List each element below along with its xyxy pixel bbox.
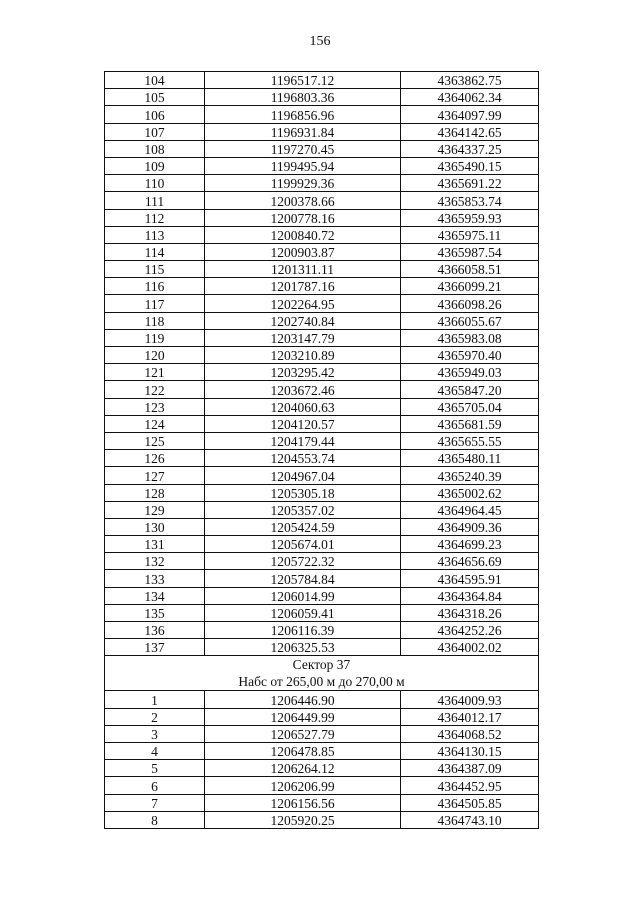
- point-number: 6: [105, 777, 205, 794]
- point-number: 134: [105, 587, 205, 604]
- point-number: 5: [105, 760, 205, 777]
- coordinate-y: 4364097.99: [401, 106, 539, 123]
- coordinate-x: 1203672.46: [205, 381, 401, 398]
- table-row: [105, 157, 539, 174]
- table-row: [105, 192, 539, 209]
- coordinate-y: 4365681.59: [401, 415, 539, 432]
- sector-subtitle: Набс от 265,00 м до 270,00 м: [238, 674, 405, 690]
- table-row: [105, 742, 539, 759]
- coordinate-x: 1206156.56: [205, 794, 401, 811]
- coordinate-x: 1205305.18: [205, 484, 401, 501]
- coordinate-y: 4364318.26: [401, 604, 539, 621]
- coordinate-y: 4364964.45: [401, 501, 539, 518]
- coordinate-x: 1206527.79: [205, 725, 401, 742]
- table-row: [105, 312, 539, 329]
- point-number: 126: [105, 450, 205, 467]
- table-row: [105, 639, 539, 656]
- table-body-bottom: [105, 691, 539, 829]
- coordinate-y: 4365959.93: [401, 209, 539, 226]
- table-row: [105, 777, 539, 794]
- point-number: 125: [105, 432, 205, 449]
- table-row: [105, 794, 539, 811]
- coordinate-x: 1197270.45: [205, 140, 401, 157]
- point-number: 7: [105, 794, 205, 811]
- table-row: [105, 140, 539, 157]
- table-row: [105, 89, 539, 106]
- table-row: [105, 123, 539, 140]
- point-number: 128: [105, 484, 205, 501]
- coordinate-x: 1204553.74: [205, 450, 401, 467]
- point-number: 104: [105, 72, 205, 89]
- coordinate-x: 1196856.96: [205, 106, 401, 123]
- coordinate-y: 4366099.21: [401, 278, 539, 295]
- coordinate-y: 4365975.11: [401, 226, 539, 243]
- coordinate-x: 1205674.01: [205, 536, 401, 553]
- point-number: 106: [105, 106, 205, 123]
- point-number: 130: [105, 518, 205, 535]
- coordinate-y: 4366058.51: [401, 261, 539, 278]
- coordinate-x: 1199929.36: [205, 175, 401, 192]
- point-number: 127: [105, 467, 205, 484]
- coordinate-x: 1200378.66: [205, 192, 401, 209]
- coordinate-y: 4365949.03: [401, 364, 539, 381]
- coordinate-x: 1203210.89: [205, 347, 401, 364]
- table-row: [105, 295, 539, 312]
- coordinate-x: 1206325.53: [205, 639, 401, 656]
- coordinate-y: 4364142.65: [401, 123, 539, 140]
- coordinate-y: 4364387.09: [401, 760, 539, 777]
- coordinate-x: 1206206.99: [205, 777, 401, 794]
- point-number: 111: [105, 192, 205, 209]
- coordinate-x: 1196931.84: [205, 123, 401, 140]
- coordinate-y: 4365240.39: [401, 467, 539, 484]
- table-body-top: [105, 72, 539, 656]
- point-number: 1: [105, 691, 205, 708]
- coordinate-x: 1204179.44: [205, 432, 401, 449]
- point-number: 131: [105, 536, 205, 553]
- table-row: [105, 604, 539, 621]
- coordinate-x: 1203295.42: [205, 364, 401, 381]
- coordinate-x: 1202264.95: [205, 295, 401, 312]
- point-number: 2: [105, 708, 205, 725]
- point-number: 119: [105, 329, 205, 346]
- coordinate-x: 1206116.39: [205, 622, 401, 639]
- table-row: [105, 553, 539, 570]
- point-number: 123: [105, 398, 205, 415]
- table-row: [105, 450, 539, 467]
- coordinate-x: 1205784.84: [205, 570, 401, 587]
- coordinate-y: 4363862.75: [401, 72, 539, 89]
- coordinate-x: 1200778.16: [205, 209, 401, 226]
- table-row: [105, 518, 539, 535]
- point-number: 114: [105, 243, 205, 260]
- coordinate-y: 4365490.15: [401, 157, 539, 174]
- table-row: [105, 570, 539, 587]
- point-number: 3: [105, 725, 205, 742]
- coordinate-y: 4364337.25: [401, 140, 539, 157]
- coordinate-x: 1205920.25: [205, 811, 401, 828]
- table-row: [105, 175, 539, 192]
- coordinate-y: 4364062.34: [401, 89, 539, 106]
- point-number: 108: [105, 140, 205, 157]
- coordinate-y: 4365480.11: [401, 450, 539, 467]
- coordinate-x: 1204967.04: [205, 467, 401, 484]
- table-row: [105, 760, 539, 777]
- coordinate-x: 1205424.59: [205, 518, 401, 535]
- coordinate-x: 1196517.12: [205, 72, 401, 89]
- coordinate-x: 1206264.12: [205, 760, 401, 777]
- coordinate-y: 4365655.55: [401, 432, 539, 449]
- coordinate-y: 4364002.02: [401, 639, 539, 656]
- table-row: [105, 364, 539, 381]
- table-row: [105, 243, 539, 260]
- coordinate-y: 4364364.84: [401, 587, 539, 604]
- coordinate-x: 1205357.02: [205, 501, 401, 518]
- coordinate-y: 4364130.15: [401, 742, 539, 759]
- coordinate-y: 4366055.67: [401, 312, 539, 329]
- table-row: [105, 484, 539, 501]
- coordinate-y: 4365847.20: [401, 381, 539, 398]
- coordinate-y: 4364656.69: [401, 553, 539, 570]
- table-row: [105, 278, 539, 295]
- coordinate-x: 1204060.63: [205, 398, 401, 415]
- table-row: [105, 209, 539, 226]
- point-number: 110: [105, 175, 205, 192]
- coordinate-y: 4365983.08: [401, 329, 539, 346]
- coordinate-x: 1202740.84: [205, 312, 401, 329]
- coordinate-x: 1199495.94: [205, 157, 401, 174]
- coordinate-x: 1206014.99: [205, 587, 401, 604]
- coordinate-x: 1200903.87: [205, 243, 401, 260]
- coordinate-x: 1204120.57: [205, 415, 401, 432]
- table-row: [105, 587, 539, 604]
- table-row: [105, 72, 539, 89]
- table-row: [105, 381, 539, 398]
- point-number: 136: [105, 622, 205, 639]
- coordinate-x: 1201787.16: [205, 278, 401, 295]
- table-row: [105, 467, 539, 484]
- point-number: 124: [105, 415, 205, 432]
- coordinate-y: 4365987.54: [401, 243, 539, 260]
- coordinate-x: 1206449.99: [205, 708, 401, 725]
- coordinates-table: [104, 71, 539, 829]
- point-number: 132: [105, 553, 205, 570]
- point-number: 8: [105, 811, 205, 828]
- point-number: 137: [105, 639, 205, 656]
- coordinate-y: 4365705.04: [401, 398, 539, 415]
- table-row: [105, 415, 539, 432]
- coordinate-y: 4364012.17: [401, 708, 539, 725]
- coordinate-x: 1206059.41: [205, 604, 401, 621]
- point-number: 105: [105, 89, 205, 106]
- coordinate-y: 4364909.36: [401, 518, 539, 535]
- coordinate-y: 4365853.74: [401, 192, 539, 209]
- point-number: 107: [105, 123, 205, 140]
- coordinate-x: 1200840.72: [205, 226, 401, 243]
- point-number: 116: [105, 278, 205, 295]
- table-row: [105, 226, 539, 243]
- coordinate-y: 4366098.26: [401, 295, 539, 312]
- sector-title: Сектор 37: [292, 657, 351, 673]
- table-row: [105, 622, 539, 639]
- sector-header-row: [105, 656, 539, 691]
- coordinate-y: 4365691.22: [401, 175, 539, 192]
- sector-header-cell: [105, 656, 539, 691]
- point-number: 4: [105, 742, 205, 759]
- coordinate-y: 4364452.95: [401, 777, 539, 794]
- coordinate-x: 1206478.85: [205, 742, 401, 759]
- page-number: 156: [309, 34, 331, 49]
- point-number: 133: [105, 570, 205, 587]
- table-row: [105, 708, 539, 725]
- table-row: [105, 261, 539, 278]
- coordinate-x: 1196803.36: [205, 89, 401, 106]
- sector-header-body: [105, 656, 539, 691]
- coordinate-y: 4364252.26: [401, 622, 539, 639]
- coordinate-y: 4364743.10: [401, 811, 539, 828]
- table-row: [105, 398, 539, 415]
- coordinate-y: 4364505.85: [401, 794, 539, 811]
- point-number: 121: [105, 364, 205, 381]
- point-number: 129: [105, 501, 205, 518]
- table-row: [105, 432, 539, 449]
- point-number: 115: [105, 261, 205, 278]
- coordinate-y: 4364068.52: [401, 725, 539, 742]
- point-number: 117: [105, 295, 205, 312]
- point-number: 118: [105, 312, 205, 329]
- coordinate-y: 4364595.91: [401, 570, 539, 587]
- coordinate-y: 4364699.23: [401, 536, 539, 553]
- table-row: [105, 811, 539, 828]
- coordinate-x: 1206446.90: [205, 691, 401, 708]
- table-row: [105, 725, 539, 742]
- table-row: [105, 501, 539, 518]
- point-number: 112: [105, 209, 205, 226]
- coordinate-y: 4364009.93: [401, 691, 539, 708]
- table-row: [105, 106, 539, 123]
- table-row: [105, 536, 539, 553]
- coordinate-x: 1201311.11: [205, 261, 401, 278]
- coordinate-y: 4365002.62: [401, 484, 539, 501]
- coordinate-x: 1203147.79: [205, 329, 401, 346]
- table-row: [105, 347, 539, 364]
- coordinate-y: 4365970.40: [401, 347, 539, 364]
- point-number: 135: [105, 604, 205, 621]
- point-number: 122: [105, 381, 205, 398]
- point-number: 120: [105, 347, 205, 364]
- point-number: 113: [105, 226, 205, 243]
- coordinate-x: 1205722.32: [205, 553, 401, 570]
- point-number: 109: [105, 157, 205, 174]
- table-row: [105, 329, 539, 346]
- table-row: [105, 691, 539, 708]
